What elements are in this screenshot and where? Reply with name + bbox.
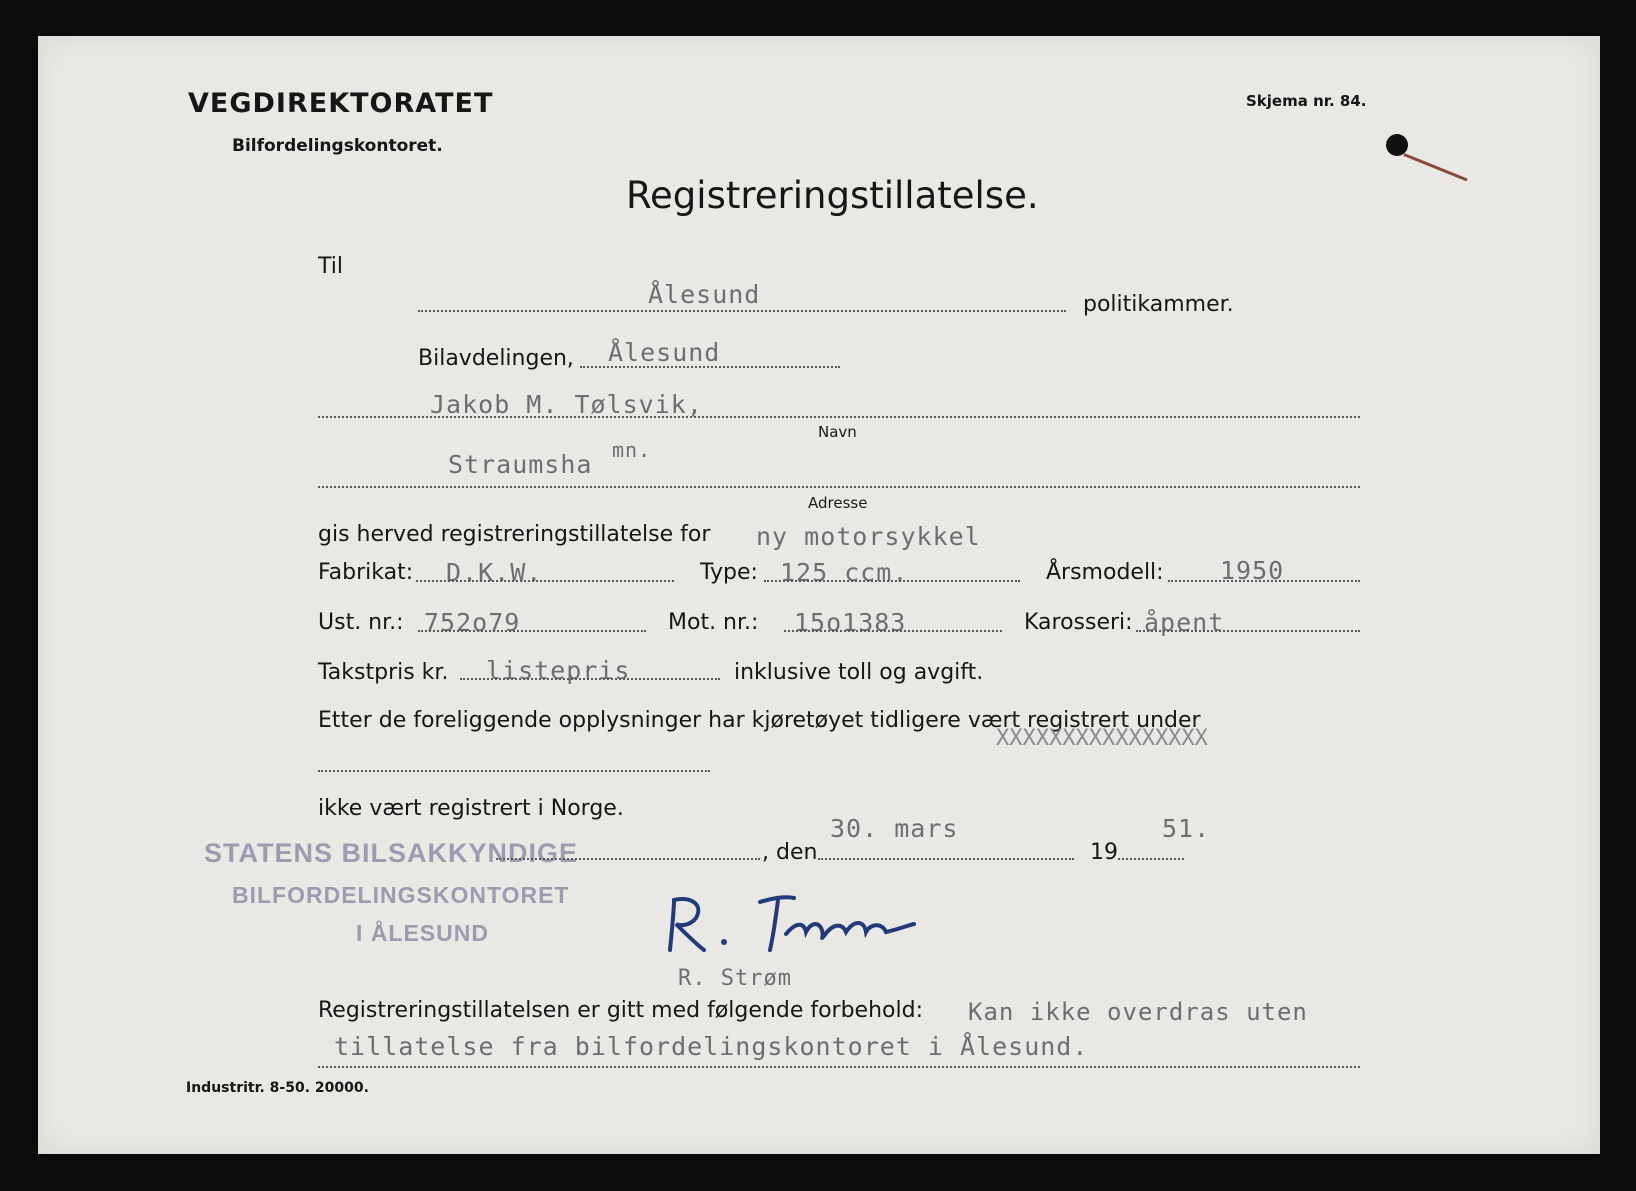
print-info: Industritr. 8-50. 20000.	[186, 1080, 369, 1096]
type-dotted-line	[764, 580, 1020, 582]
reservation-line-2: tillatelse fra bilfordelingskontoret i Ålesund.	[334, 1032, 1089, 1061]
date-value: 30. mars	[830, 814, 959, 843]
name-value: Jakob M. Tølsvik,	[430, 390, 703, 419]
type-value: 125 ccm.	[780, 558, 909, 587]
arsmodell-value: 1950	[1220, 556, 1285, 585]
address-superscript: mn.	[612, 438, 652, 462]
karosseri-value: åpent	[1144, 608, 1225, 637]
ust-dotted-line	[418, 630, 646, 632]
name-dotted-line	[318, 416, 1360, 418]
address-dotted-line	[318, 486, 1360, 488]
arsmodell-label: Årsmodell:	[1046, 560, 1164, 585]
stamp-line-3: I ÅLESUND	[356, 920, 489, 946]
date-dotted-line	[818, 858, 1074, 860]
takstpris-label: Takstpris kr.	[318, 660, 449, 685]
form-number: Skjema nr. 84.	[1246, 92, 1367, 110]
intro-label: gis herved registreringstillatelse for	[318, 522, 711, 547]
bilavdelingen-value: Ålesund	[608, 338, 721, 367]
name-label: Navn	[818, 423, 857, 441]
den-label: , den	[762, 840, 818, 865]
year-suffix: 51.	[1162, 814, 1211, 843]
history-strike: XXXXXXXXXXXXXXXX	[996, 726, 1208, 751]
fabrikat-label: Fabrikat:	[318, 560, 414, 585]
bilavdelingen-label: Bilavdelingen,	[418, 346, 574, 371]
ust-label: Ust. nr.:	[318, 610, 404, 635]
politikammer-label: politikammer.	[1083, 292, 1234, 317]
year-prefix: 19	[1090, 840, 1118, 865]
reservation-line-1: Kan ikke overdras uten	[968, 998, 1308, 1026]
not-registered-text: ikke vært registrert i Norge.	[318, 796, 624, 821]
mot-value: 15o1383	[794, 608, 907, 637]
address-label: Adresse	[808, 494, 868, 512]
place-dotted-line	[496, 858, 760, 860]
karosseri-label: Karosseri:	[1024, 610, 1133, 635]
office-name: Bilfordelingskontoret.	[232, 136, 443, 156]
mot-label: Mot. nr.:	[668, 610, 759, 635]
city-value: Ålesund	[648, 280, 761, 309]
til-label: Til	[318, 254, 343, 279]
fabrikat-value: D.K.W.	[446, 558, 543, 587]
fabrikat-dotted-line	[416, 580, 674, 582]
reservation-label: Registreringstillatelsen er gitt med følgende forbehold:	[318, 998, 923, 1023]
handwritten-signature	[660, 890, 930, 960]
mot-dotted-line	[784, 630, 1002, 632]
history-dotted-line	[318, 770, 710, 772]
intro-value: ny motorsykkel	[756, 522, 981, 551]
ust-value: 752o79	[424, 608, 521, 637]
city-dotted-line	[418, 310, 1066, 312]
document-title: Registreringstillatelse.	[626, 174, 1039, 217]
takstpris-dotted-line	[460, 678, 720, 680]
address-value: Straumsha	[448, 450, 593, 479]
takstpris-suffix: inklusive toll og avgift.	[734, 660, 984, 685]
history-text: Etter de foreliggende opplysninger har kjøretøyet tidligere vært registrert under	[318, 708, 1201, 733]
stamp-line-2: BILFORDELINGSKONTORET	[232, 882, 570, 908]
typed-signature: R. Strøm	[678, 966, 792, 991]
type-label: Type:	[700, 560, 758, 585]
bilavdelingen-dotted-line	[580, 366, 840, 368]
karosseri-dotted-line	[1136, 630, 1360, 632]
year-dotted-line	[1118, 858, 1184, 860]
reservation-dotted-line	[318, 1066, 1360, 1068]
stamp-line-1: STATENS BILSAKKYNDIGE	[204, 838, 579, 868]
takstpris-value: listepris	[486, 656, 631, 685]
arsmodell-dotted-line	[1168, 580, 1360, 582]
org-name: VEGDIREKTORATET	[188, 88, 494, 119]
